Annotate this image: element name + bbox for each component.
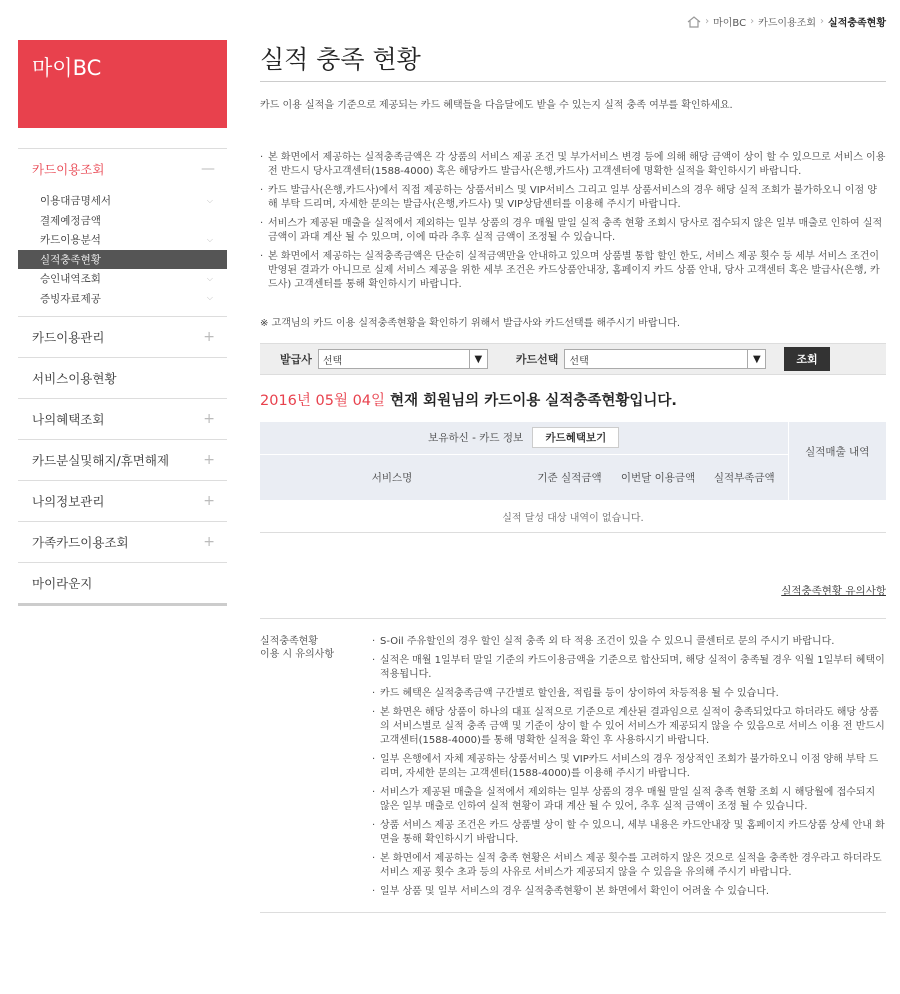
chevron-down-icon: ⌵ xyxy=(206,293,213,303)
notice-list xyxy=(260,151,886,292)
status-date: 2016년 05월 04일 xyxy=(260,393,386,409)
sidebar-section xyxy=(18,399,227,440)
caution-list xyxy=(372,635,886,904)
plus-icon[interactable]: + xyxy=(203,493,215,509)
caution-label-line: 이용 시 유의사항 xyxy=(260,648,334,660)
status-heading-text: 현재 회원님의 카드이용 실적충족현황입니다. xyxy=(385,393,677,409)
sidebar-subitem-label: 승인내역조회 xyxy=(40,273,101,286)
sidebar-subitem-statement[interactable] xyxy=(18,191,227,211)
plus-icon[interactable]: + xyxy=(203,411,215,427)
plus-icon[interactable]: + xyxy=(203,534,215,550)
chevron-down-icon: ⌵ xyxy=(206,195,213,205)
sidebar-item-label: 서비스이용현황 xyxy=(32,371,117,386)
sidebar-item-card-management[interactable] xyxy=(18,317,227,357)
chevron-down-icon[interactable]: ▼ xyxy=(747,350,765,368)
chevron-down-icon: ⌵ xyxy=(206,273,213,283)
card-select-value: 선택 xyxy=(569,355,589,367)
sidebar-subitem-evidence[interactable] xyxy=(18,289,227,309)
list-item: · 본 화면에서 제공하는 실적 충족 현황은 서비스 제공 횟수를 고려하지 않은 것으로 실적을 충족한 경우라고 하더라도 서비스 제공 횟수 초과 등의 사유로 서비스가 제공되지 않을 수 있음을 유의해 주시기 바랍니다. xyxy=(372,852,886,880)
breadcrumb-current: 실적충족현황 xyxy=(828,18,886,29)
sidebar-subitem-label: 이용대금명세서 xyxy=(40,195,112,208)
sidebar-item-label: 나의정보관리 xyxy=(32,494,105,509)
sidebar-item-label: 카드이용관리 xyxy=(32,330,105,345)
caution-link[interactable]: 실적충족현황 유의사항 xyxy=(781,584,886,597)
list-item: · 실적은 매월 1일부터 말일 기준의 카드이용금액을 기준으로 합산되며, 해당 실적이 충족될 경우 익월 1일부터 혜택이 적용됩니다. xyxy=(372,654,886,682)
list-item: · 카드 발급사(은행,카드사)에서 직접 제공하는 상품서비스 및 VIP서비스 그리고 일부 상품서비스의 경우 해당 실적 조회가 불가하오니 이점 양해 부탁 드리며, 자세한 문의는 발급사(은행,카드사) 및 VIP상담센터를 이용해 주시기 바랍니다. xyxy=(260,184,886,212)
sidebar-item-service-usage[interactable] xyxy=(18,358,227,398)
sidebar-section xyxy=(18,317,227,358)
sidebar-section xyxy=(18,440,227,481)
table-header-service: 서비스명 xyxy=(260,454,524,500)
list-item: · S-Oil 주유할인의 경우 할인 실적 충족 외 타 적용 조건이 있을 수 있으니 콜센터로 문의 주시기 바랍니다. xyxy=(372,635,886,649)
plus-icon[interactable]: + xyxy=(203,329,215,345)
sidebar-brand[interactable]: 마이BC xyxy=(18,40,227,128)
sidebar-item-my-info[interactable] xyxy=(18,481,227,521)
sidebar-item-label: 마이라운지 xyxy=(32,576,93,591)
sidebar-subitem-payment[interactable] xyxy=(18,211,227,231)
caution-box xyxy=(260,618,886,913)
sidebar-section xyxy=(18,563,227,603)
list-item: · 일부 상품 및 일부 서비스의 경우 실적충족현황이 본 화면에서 확인이 어려울 수 있습니다. xyxy=(372,885,886,899)
collapse-icon[interactable]: — xyxy=(201,161,215,177)
sidebar-item-my-benefits[interactable] xyxy=(18,399,227,439)
home-icon[interactable] xyxy=(687,16,701,28)
card-benefit-button[interactable]: 카드혜택보기 xyxy=(532,427,619,448)
issuer-select-value: 선택 xyxy=(322,355,343,367)
table-header-base: 기준 실적금액 xyxy=(524,454,615,500)
list-item: · 상품 서비스 제공 조건은 카드 상품별 상이 할 수 있으니, 세부 내용은 카드안내장 및 홈페이지 카드상품 상세 안내 화면을 통해 확인하시기 바랍니다. xyxy=(372,819,886,847)
issuer-select[interactable] xyxy=(318,349,488,369)
list-item: · 서비스가 제공된 매출을 실적에서 제외하는 일부 상품의 경우 매월 말일 실적 충족 현황 조회 시 해당월에 접수되지 않은 일부 매출로 인하여 실적 현황이 과대 계산 될 수 있어, 추후 실적 금액이 조정 될 수 있습니다. xyxy=(372,786,886,814)
sidebar-item-label: 카드분실및해지/휴면해제 xyxy=(32,453,170,468)
caution-label-line: 실적충족현황 xyxy=(260,635,318,647)
main-content xyxy=(260,40,886,913)
breadcrumb-item[interactable]: 카드이용조회 xyxy=(758,18,817,29)
sidebar-item-label: 나의혜택조회 xyxy=(32,412,105,427)
breadcrumb-item[interactable]: 마이BC xyxy=(713,18,747,29)
sidebar-item-card-usage[interactable] xyxy=(18,149,227,189)
guide-text: ※ 고객님의 카드 이용 실적충족현황을 확인하기 위해서 발급사와 카드선택를 해주시기 바랍니다. xyxy=(260,318,681,329)
caution-label xyxy=(260,635,372,904)
list-item: · 서비스가 제공된 매출을 실적에서 제외하는 일부 상품의 경우 매월 말일 실적 충족 현황 조회시 당사로 접수되지 않은 일부 매출로 인하여 실적 금액이 과대 계산 될 수 있으며, 이에 따라 추후 실적 금액이 조정될 수 있습니다. xyxy=(260,217,886,245)
page-description: 카드 이용 실적을 기준으로 제공되는 카드 혜택들을 다음달에도 받을 수 있는지 실적 충족 여부를 확인하세요. xyxy=(260,100,733,111)
sidebar-item-card-loss[interactable] xyxy=(18,440,227,480)
sidebar-submenu xyxy=(18,189,227,316)
sidebar-subitem-analysis[interactable] xyxy=(18,230,227,250)
issuer-label: 발급사 xyxy=(280,353,312,366)
list-item: · 본 화면에서 제공하는 실적충족금액은 각 상품의 서비스 제공 조건 및 부가서비스 변경 등에 의해 해당 금액이 상이 할 수 있으므로 서비스 이용 전 반드시 당사고객센터(1588-4000) 혹은 해당카드 발급사(은행,카드사) 고객센터에 명확한 실적을 확인하시기 바랍니다. xyxy=(260,151,886,179)
chevron-right-icon: › xyxy=(705,16,710,27)
chevron-right-icon: › xyxy=(820,16,825,27)
table-header-short: 실적부족금액 xyxy=(701,454,788,500)
performance-table xyxy=(260,422,886,533)
card-select[interactable] xyxy=(564,349,766,369)
table-header-card-info xyxy=(260,422,788,454)
list-item: · 본 화면에서 제공하는 실적충족금액은 단순히 실적금액만을 안내하고 있으며 상품별 통합 할인 한도, 서비스 제공 횟수 등 세부 서비스 조건이 반영된 결과가 아니므로 실제 서비스 제공을 위한 세부 조건은 카드상품안내장, 홈페이지 카드 상품 안내, 당사 고객센터 혹은 발급사(은행, 카드사) 고객센터를 통해 확인하시기 바랍니다. xyxy=(260,250,886,292)
sidebar-item-label: 가족카드이용조회 xyxy=(32,535,129,550)
list-item: · 일부 은행에서 자체 제공하는 상품서비스 및 VIP카드 서비스의 경우 정상적인 조회가 불가하오니 이점 양해 부탁 드리며, 자세한 문의는 고객센터(1588-4000)를 이용해 주시기 바랍니다. xyxy=(372,753,886,781)
sidebar-section-card-usage xyxy=(18,148,227,317)
sidebar xyxy=(18,40,227,606)
page-title: 실적 충족 현황 xyxy=(260,40,886,82)
sidebar-subitem-label: 증빙자료제공 xyxy=(40,292,101,305)
list-item: · 카드 혜택은 실적충족금액 구간별로 할인율, 적립률 등이 상이하여 차등적용 될 수 있습니다. xyxy=(372,687,886,701)
chevron-right-icon: › xyxy=(750,16,755,27)
sidebar-subitem-approval[interactable] xyxy=(18,269,227,289)
breadcrumb xyxy=(687,14,886,29)
sidebar-divider xyxy=(18,603,227,606)
filter-bar xyxy=(260,343,886,375)
table-header-sales: 실적매출 내역 xyxy=(788,422,886,500)
sidebar-item-my-lounge[interactable] xyxy=(18,563,227,603)
plus-icon[interactable]: + xyxy=(203,452,215,468)
chevron-down-icon: ⌵ xyxy=(206,234,213,244)
card-select-label: 카드선택 xyxy=(515,353,559,366)
sidebar-section xyxy=(18,522,227,563)
table-empty-message: 실적 달성 대상 내역이 없습니다. xyxy=(260,500,886,532)
owned-card-label: 보유하신 - 카드 정보 xyxy=(428,432,524,445)
sidebar-item-label: 카드이용조회 xyxy=(32,162,105,177)
sidebar-section xyxy=(18,358,227,399)
sidebar-subitem-label: 카드이용분석 xyxy=(40,234,101,247)
chevron-down-icon[interactable]: ▼ xyxy=(469,350,487,368)
list-item: · 본 화면은 해당 상품이 하나의 대표 실적으로 기준으로 계산된 결과임으로 실적이 충족되었다고 하더라도 해당 상품의 서비스별로 실적 충족 금액 및 기준이 상이 할 수 있어 서비스가 제공되지 않을 수 있음으로 서비스 이용 전 반드시 고객센터(1588-4000)를 통해 명확한 실적을 확인 후 사용하시기 바랍니다. xyxy=(372,706,886,748)
status-heading xyxy=(260,389,886,410)
sidebar-section xyxy=(18,481,227,522)
sidebar-subitem-performance[interactable] xyxy=(18,250,227,270)
sidebar-item-family-card[interactable] xyxy=(18,522,227,562)
search-button[interactable]: 조회 xyxy=(784,347,829,371)
table-header-month: 이번달 이용금액 xyxy=(615,454,701,500)
sidebar-subitem-label: 실적충족현황 xyxy=(40,253,101,266)
sidebar-subitem-label: 결제예정금액 xyxy=(40,214,101,227)
